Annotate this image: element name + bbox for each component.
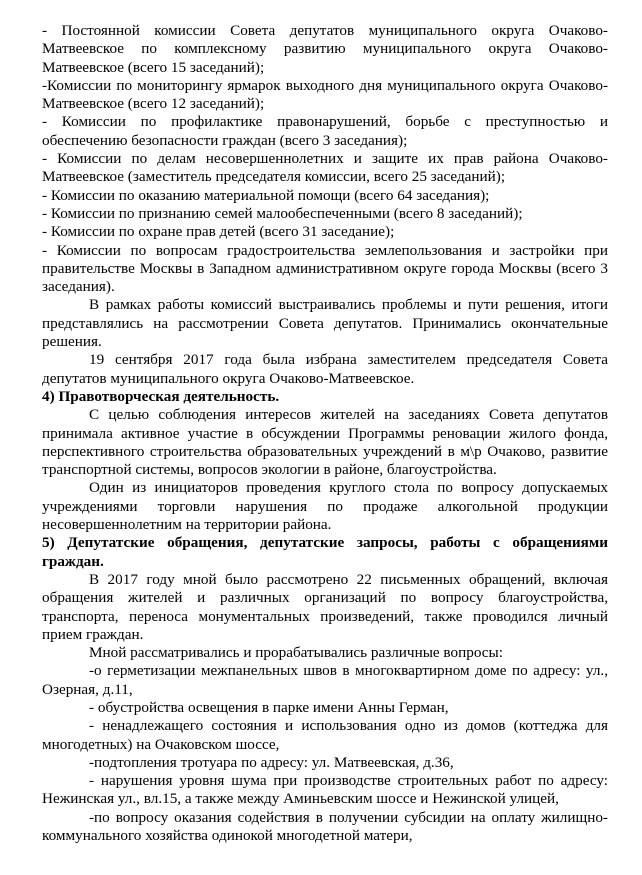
issue-item-park-lighting: - обустройства освещения в парке имени Анны Герман, <box>89 698 449 716</box>
commission-item-low-income-families: - Комиссии по признанию семей малообеспеченными (всего 8 заседаний); <box>42 204 523 222</box>
commission-item-child-rights: - Комиссии по охране прав детей (всего 31 заседание); <box>42 223 395 241</box>
document-page <box>42 22 608 845</box>
paragraph-commission-results: В рамках работы комиссий выстраивались проблемы и пути решения, итоги представлялись на рассмотрении Совета депутатов. Принимались окончательные решения. <box>42 296 608 351</box>
issue-item-housing-subsidy: -по вопросу оказания содействия в получении субсидии на оплату жилищно-коммунального хозяйства одинокой многодетной матери, <box>42 808 608 845</box>
commission-item-fairs-monitoring: -Комиссии по мониторингу ярмарок выходного дня муниципального округа Очаково-Матвеевское (всего 12 заседаний); <box>42 76 608 113</box>
section-heading-lawmaking: 4) Правотворческая деятельность. <box>42 387 280 405</box>
issue-item-sidewalk-flooding: -подтопления тротуара по адресу: ул. Матвеевская, д.36, <box>89 753 454 771</box>
issue-item-construction-noise: - нарушения уровня шума при производстве строительных работ по адресу: Нежинская ул., вл.15, а также между Аминьевским шоссе и Нежинской улицей, <box>42 772 608 808</box>
paragraph-deputy-chair-election: 19 сентября 2017 года была избрана заместителем председателя Совета депутатов муниципального округа Очаково-Матвеевское. <box>42 351 608 387</box>
commission-item-minors-affairs: - Комиссии по делам несовершеннолетних и защите их прав района Очаково-Матвеевское (заместитель председателя комиссии, всего 25 заседаний); <box>42 150 608 186</box>
issue-item-cottage-condition: - ненадлежащего состояния и использования одно из домов (коттеджа для многодетных) на Очаковском шоссе, <box>42 717 608 753</box>
commission-item-crime-prevention: - Комиссии по профилактике правонарушений, борьбе с преступностью и обеспечению безопасности граждан (всего 3 заседания); <box>42 113 608 149</box>
commission-item-urban-planning: - Комиссии по вопросам градостроительства землепользования и застройки при правительстве Москвы в Западном административном округе города Москвы (всего 3 заседания). <box>42 241 608 296</box>
paragraph-round-table: Один из инициаторов проведения круглого стола по вопросу допускаемых учреждениями торговли нарушения по продаже алкогольной продукции несовершеннолетним на территории района. <box>42 479 608 534</box>
paragraph-council-participation: С целью соблюдения интересов жителей на заседаниях Совета депутатов принимала активное участие в обсуждении Программы реновации жилого фонда, перспективного строительства образовательных учреждений в м\р Очаково, развитие транспортной системы, вопросов экологии в районе, благоустройства. <box>42 406 608 479</box>
paragraph-appeals-count: В 2017 году мной было рассмотрено 22 письменных обращений, включая обращения жителей и различных организаций по вопросу благоустройства, транспорта, переноса монументальных произведений, также проводился личный прием граждан. <box>42 570 608 643</box>
section-heading-appeals: 5) Депутатские обращения, депутатские запросы, работы с обращениями граждан. <box>42 534 608 570</box>
paragraph-issues-intro: Мной рассматривались и прорабатывались различные вопросы: <box>89 644 503 662</box>
issue-item-seams-sealing: -о герметизации межпанельных швов в многоквартирном доме по адресу: ул., Озерная, д.11, <box>42 662 608 698</box>
commission-item-material-aid: - Комиссии по оказанию материальной помощи (всего 64 заседания); <box>42 186 490 204</box>
commission-item-complex-development: - Постоянной комиссии Совета депутатов муниципального округа Очаково-Матвеевское по комплексному развитию муниципального округа Очаково-Матвеевское (всего 15 заседаний); <box>42 22 608 76</box>
